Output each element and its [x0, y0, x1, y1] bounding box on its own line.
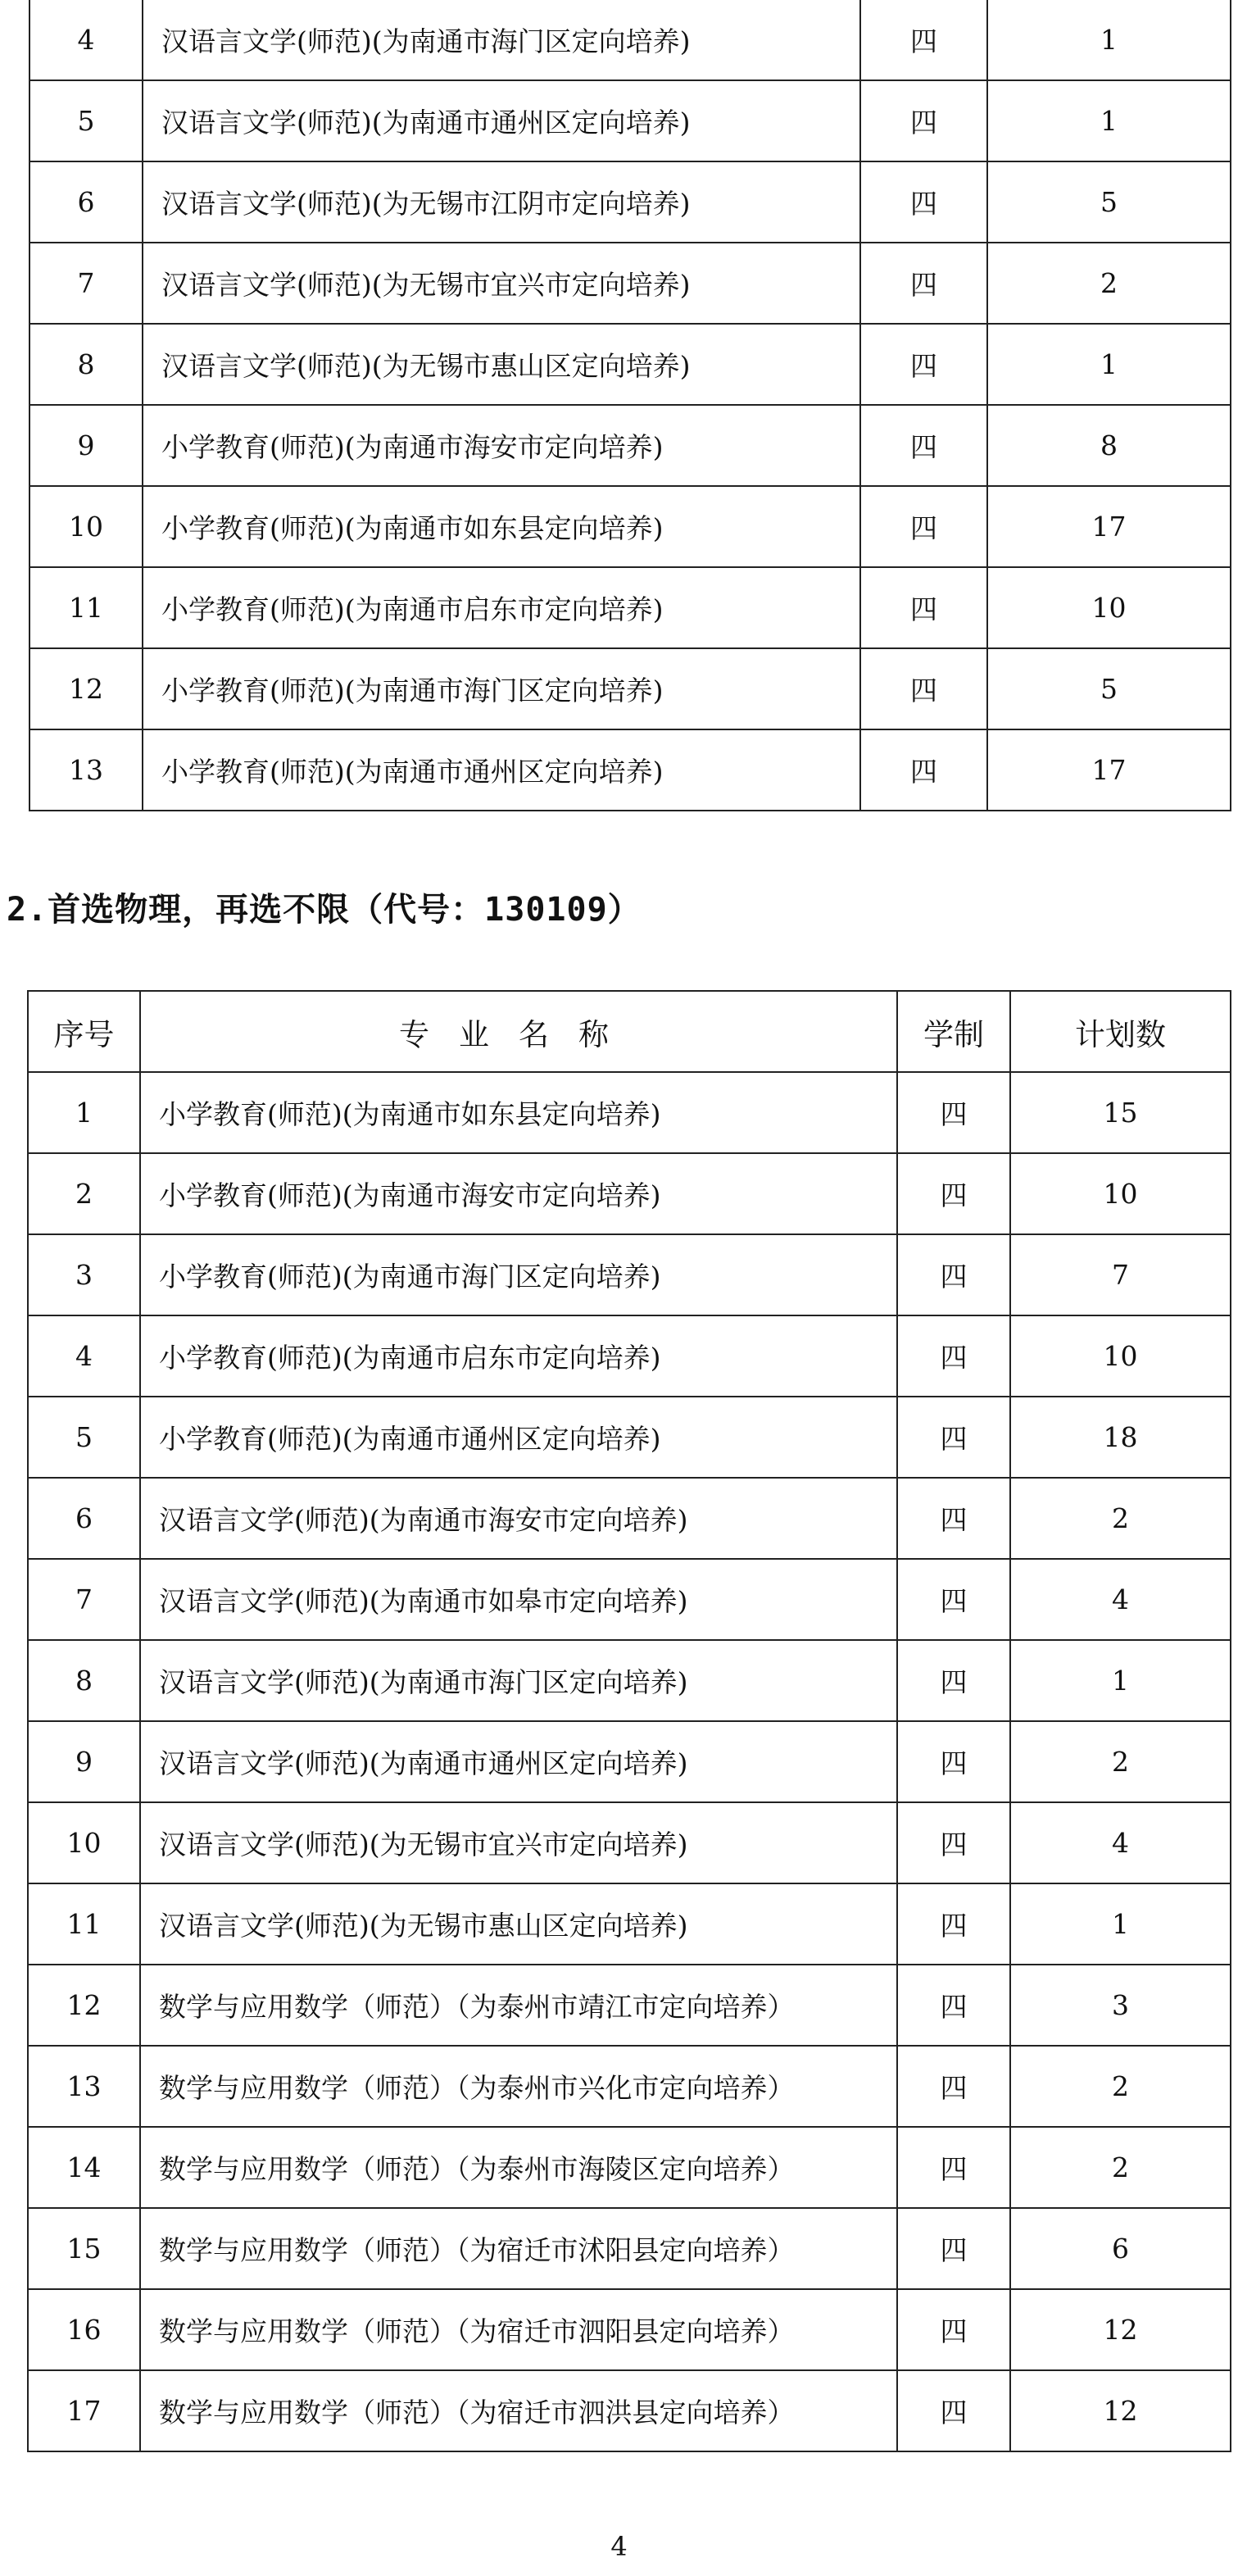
plan-count: 2 — [1010, 1721, 1231, 1802]
major-name: 小学教育(师范)(为南通市海安市定向培养) — [140, 1153, 897, 1234]
enrollment-table-continued — [29, 0, 1231, 811]
program-length: 四 — [897, 1153, 1010, 1234]
table-header-row — [28, 991, 1231, 1072]
program-length: 四 — [897, 1640, 1010, 1721]
row-number: 8 — [28, 1640, 140, 1721]
plan-count: 17 — [987, 729, 1231, 811]
table-row — [28, 2370, 1231, 2451]
plan-count: 2 — [1010, 2127, 1231, 2208]
row-number: 10 — [28, 1802, 140, 1883]
plan-count: 2 — [1010, 1478, 1231, 1559]
major-name: 汉语言文学(师范)(为南通市通州区定向培养) — [143, 80, 860, 161]
plan-count: 3 — [1010, 1965, 1231, 2046]
program-length: 四 — [860, 729, 987, 811]
table-row — [28, 1315, 1231, 1397]
plan-count: 18 — [1010, 1397, 1231, 1478]
row-number: 9 — [28, 1721, 140, 1802]
major-name: 汉语言文学(师范)(为无锡市江阴市定向培养) — [143, 161, 860, 243]
major-name: 汉语言文学(师范)(为南通市海门区定向培养) — [143, 0, 860, 80]
row-number: 12 — [28, 1965, 140, 2046]
table-row — [28, 2289, 1231, 2370]
plan-count: 6 — [1010, 2208, 1231, 2289]
program-length: 四 — [897, 2127, 1010, 2208]
row-number: 15 — [28, 2208, 140, 2289]
plan-count: 5 — [987, 648, 1231, 729]
table-row — [29, 405, 1231, 486]
major-name: 小学教育(师范)(为南通市如东县定向培养) — [143, 486, 860, 567]
program-length: 四 — [897, 1965, 1010, 2046]
program-length: 四 — [897, 1883, 1010, 1965]
row-number: 13 — [29, 729, 143, 811]
section-heading: 2.首选物理，再选不限（代号：130109） — [7, 891, 642, 929]
major-name: 汉语言文学(师范)(为南通市通州区定向培养) — [140, 1721, 897, 1802]
row-number: 5 — [29, 80, 143, 161]
program-length: 四 — [860, 324, 987, 405]
plan-count: 2 — [1010, 2046, 1231, 2127]
program-length: 四 — [897, 1559, 1010, 1640]
table-row — [29, 324, 1231, 405]
major-name: 汉语言文学(师范)(为南通市海门区定向培养) — [140, 1640, 897, 1721]
row-number: 4 — [29, 0, 143, 80]
table-row — [29, 486, 1231, 567]
table-row — [28, 2046, 1231, 2127]
program-length: 四 — [897, 1802, 1010, 1883]
row-number: 2 — [28, 1153, 140, 1234]
row-number: 16 — [28, 2289, 140, 2370]
header-number: 序号 — [28, 991, 140, 1072]
row-number: 9 — [29, 405, 143, 486]
program-length: 四 — [897, 2208, 1010, 2289]
program-length: 四 — [897, 1234, 1010, 1315]
program-length: 四 — [860, 243, 987, 324]
table-row — [28, 1153, 1231, 1234]
row-number: 3 — [28, 1234, 140, 1315]
program-length: 四 — [860, 405, 987, 486]
table-row — [28, 1559, 1231, 1640]
row-number: 8 — [29, 324, 143, 405]
major-name: 小学教育(师范)(为南通市通州区定向培养) — [143, 729, 860, 811]
plan-count: 10 — [987, 567, 1231, 648]
major-name: 汉语言文学(师范)(为无锡市惠山区定向培养) — [143, 324, 860, 405]
program-length: 四 — [897, 1315, 1010, 1397]
plan-count: 1 — [1010, 1640, 1231, 1721]
plan-count: 2 — [987, 243, 1231, 324]
table-row — [29, 0, 1231, 80]
header-major-name — [140, 991, 897, 1072]
plan-count: 5 — [987, 161, 1231, 243]
plan-count: 1 — [987, 0, 1231, 80]
row-number: 4 — [28, 1315, 140, 1397]
program-length: 四 — [860, 161, 987, 243]
plan-count: 1 — [987, 324, 1231, 405]
major-name: 数学与应用数学（师范）（为泰州市靖江市定向培养） — [140, 1965, 897, 2046]
table-row — [29, 161, 1231, 243]
row-number: 6 — [28, 1478, 140, 1559]
plan-count: 12 — [1010, 2370, 1231, 2451]
page-number: 4 — [610, 2531, 628, 2562]
program-length: 四 — [860, 486, 987, 567]
major-name: 汉语言文学(师范)(为无锡市宜兴市定向培养) — [143, 243, 860, 324]
header-program-length: 学制 — [897, 991, 1010, 1072]
table-row — [29, 729, 1231, 811]
plan-count: 10 — [1010, 1153, 1231, 1234]
program-length: 四 — [897, 1397, 1010, 1478]
plan-count: 12 — [1010, 2289, 1231, 2370]
program-length: 四 — [897, 2289, 1010, 2370]
plan-count: 4 — [1010, 1559, 1231, 1640]
row-number: 14 — [28, 2127, 140, 2208]
program-length: 四 — [860, 648, 987, 729]
table-row — [28, 2208, 1231, 2289]
program-length: 四 — [860, 0, 987, 80]
major-name: 小学教育(师范)(为南通市通州区定向培养) — [140, 1397, 897, 1478]
row-number: 17 — [28, 2370, 140, 2451]
program-length: 四 — [897, 1478, 1010, 1559]
major-name: 数学与应用数学（师范）（为宿迁市沭阳县定向培养） — [140, 2208, 897, 2289]
header-plan-count: 计划数 — [1010, 991, 1231, 1072]
major-name: 小学教育(师范)(为南通市启东市定向培养) — [143, 567, 860, 648]
plan-count: 8 — [987, 405, 1231, 486]
row-number: 12 — [29, 648, 143, 729]
row-number: 1 — [28, 1072, 140, 1153]
row-number: 6 — [29, 161, 143, 243]
table-row — [28, 1072, 1231, 1153]
plan-count: 4 — [1010, 1802, 1231, 1883]
table-row — [28, 2127, 1231, 2208]
major-name: 数学与应用数学（师范）（为泰州市兴化市定向培养） — [140, 2046, 897, 2127]
plan-count: 7 — [1010, 1234, 1231, 1315]
table-row — [28, 1478, 1231, 1559]
row-number: 7 — [29, 243, 143, 324]
row-number: 10 — [29, 486, 143, 567]
major-name: 小学教育(师范)(为南通市海安市定向培养) — [143, 405, 860, 486]
major-name: 小学教育(师范)(为南通市海门区定向培养) — [140, 1234, 897, 1315]
table-row — [29, 567, 1231, 648]
row-number: 11 — [28, 1883, 140, 1965]
table-row — [28, 1640, 1231, 1721]
program-length: 四 — [897, 2046, 1010, 2127]
major-name: 小学教育(师范)(为南通市海门区定向培养) — [143, 648, 860, 729]
plan-count: 1 — [987, 80, 1231, 161]
program-length: 四 — [897, 2370, 1010, 2451]
table-row — [28, 1397, 1231, 1478]
major-name: 数学与应用数学（师范）（为宿迁市泗阳县定向培养） — [140, 2289, 897, 2370]
table-row — [28, 1721, 1231, 1802]
enrollment-table — [27, 990, 1231, 2452]
program-length: 四 — [860, 80, 987, 161]
header-major-name-label: 专业名称 — [399, 1016, 638, 1052]
program-length: 四 — [897, 1072, 1010, 1153]
table-row — [29, 80, 1231, 161]
major-name: 汉语言文学(师范)(为南通市如皋市定向培养) — [140, 1559, 897, 1640]
table-row — [28, 1883, 1231, 1965]
row-number: 7 — [28, 1559, 140, 1640]
major-name: 汉语言文学(师范)(为南通市海安市定向培养) — [140, 1478, 897, 1559]
major-name: 汉语言文学(师范)(为无锡市宜兴市定向培养) — [140, 1802, 897, 1883]
major-name: 数学与应用数学（师范）（为宿迁市泗洪县定向培养） — [140, 2370, 897, 2451]
table-row — [28, 1234, 1231, 1315]
row-number: 13 — [28, 2046, 140, 2127]
major-name: 数学与应用数学（师范）（为泰州市海陵区定向培养） — [140, 2127, 897, 2208]
plan-count: 15 — [1010, 1072, 1231, 1153]
program-length: 四 — [860, 567, 987, 648]
table-row — [28, 1802, 1231, 1883]
plan-count: 1 — [1010, 1883, 1231, 1965]
major-name: 小学教育(师范)(为南通市启东市定向培养) — [140, 1315, 897, 1397]
major-name: 汉语言文学(师范)(为无锡市惠山区定向培养) — [140, 1883, 897, 1965]
plan-count: 17 — [987, 486, 1231, 567]
table-row — [29, 648, 1231, 729]
table-row — [28, 1965, 1231, 2046]
major-name: 小学教育(师范)(为南通市如东县定向培养) — [140, 1072, 897, 1153]
plan-count: 10 — [1010, 1315, 1231, 1397]
row-number: 11 — [29, 567, 143, 648]
program-length: 四 — [897, 1721, 1010, 1802]
table-row — [29, 243, 1231, 324]
row-number: 5 — [28, 1397, 140, 1478]
